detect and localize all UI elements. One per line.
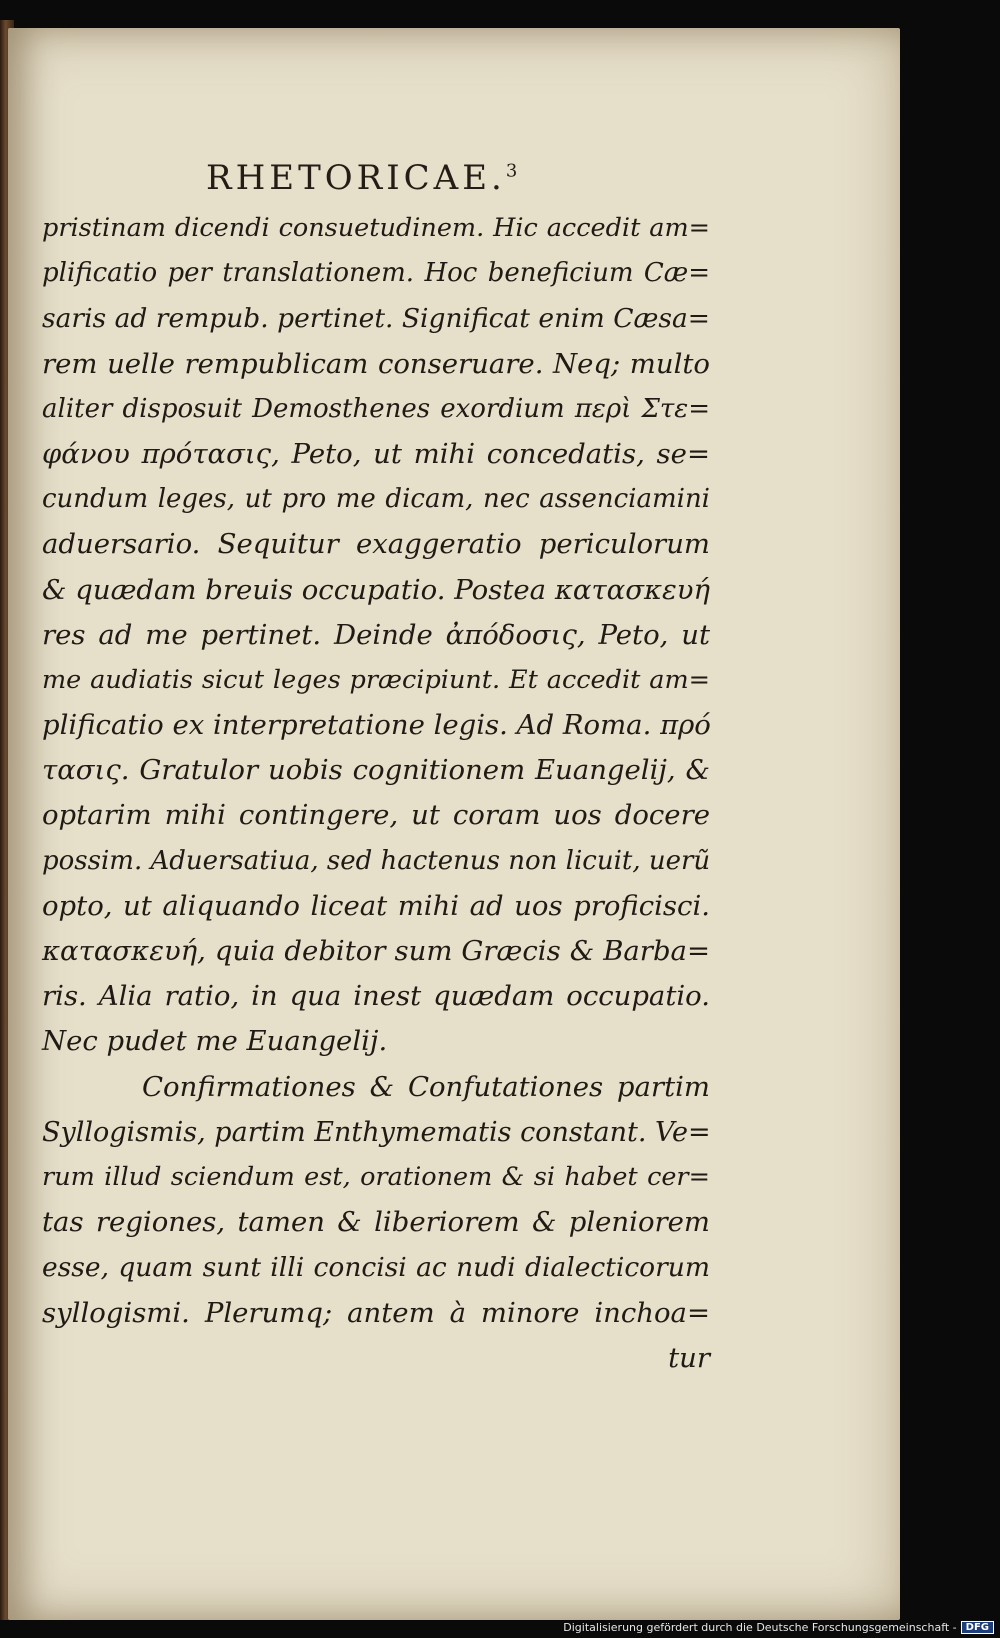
text-line: syllogismi. Plerumq; antem à minore inchoa= (42, 1296, 710, 1329)
text-line: cundum leges, ut pro me dicam, nec assenciamini (42, 484, 710, 515)
text-line: ris. Alia ratio, in qua inest quædam occupatio. (42, 980, 710, 1013)
text-line: esse, quam sunt illi concisi ac nudi dialecticorum (42, 1252, 710, 1284)
text-line: me audiatis sicut leges præcipiunt. Et accedit am= (42, 664, 710, 695)
page-number: 3 (505, 160, 518, 182)
text-line: φάνου πρότασις, Peto, ut mihi concedatis, se= (42, 437, 710, 470)
text-line: τασις. Gratulor uobis cognitionem Euangelij, & (42, 754, 710, 787)
text-line: possim. Aduersatiua, sed hactenus non licuit, uerũ (42, 845, 711, 876)
text-line: plificatio ex interpretatione legis. Ad Roma. πρό (42, 709, 711, 742)
text-line: Syllogismis, partim Enthymematis constant. Ve= (42, 1116, 711, 1148)
catchword: tur (668, 1341, 710, 1374)
text-block (42, 206, 710, 1381)
text-line: rem uelle rempublicam conseruare. Neq; multo (42, 347, 710, 380)
text-line: aduersario. Sequitur exaggeratio periculorum (42, 528, 710, 561)
footer (0, 1621, 994, 1635)
book-page (8, 28, 900, 1620)
running-head (206, 158, 626, 198)
text-line: Confirmationes & Confutationes partim (142, 1070, 710, 1103)
text-line: tas regiones, tamen & liberiorem & pleniorem (42, 1206, 710, 1239)
dfg-logo: DFG (961, 1621, 994, 1634)
running-head-title: RHETORICAE. (206, 158, 506, 198)
text-line: κατασκευή, quia debitor sum Græcis & Barba= (42, 935, 710, 967)
funding-notice: Digitalisierung gefördert durch die Deutsche Forschungsgemeinschaft - (563, 1620, 957, 1634)
text-line: opto, ut aliquando liceat mihi ad uos proficisci. (42, 889, 710, 922)
text-line: aliter disposuit Demosthenes exordium περὶ Στε= (42, 393, 710, 424)
text-line: res ad me pertinet. Deinde ἀπόδοσις, Peto, ut (42, 618, 710, 651)
text-line: saris ad rempub. pertinet. Significat enim Cæsa= (42, 303, 710, 335)
text-line: & quædam breuis occupatio. Postea κατασκευή (42, 573, 710, 606)
text-line: rum illud sciendum est, orationem & si habet cer= (42, 1161, 710, 1192)
text-line: Nec pudet me Euangelij. (42, 1025, 388, 1058)
text-line: optarim mihi contingere, ut coram uos docere (42, 799, 710, 832)
text-line: plificatio per translationem. Hoc beneficium Cæ= (42, 258, 710, 289)
text-line: pristinam dicendi consuetudinem. Hic accedit am= (42, 213, 710, 243)
